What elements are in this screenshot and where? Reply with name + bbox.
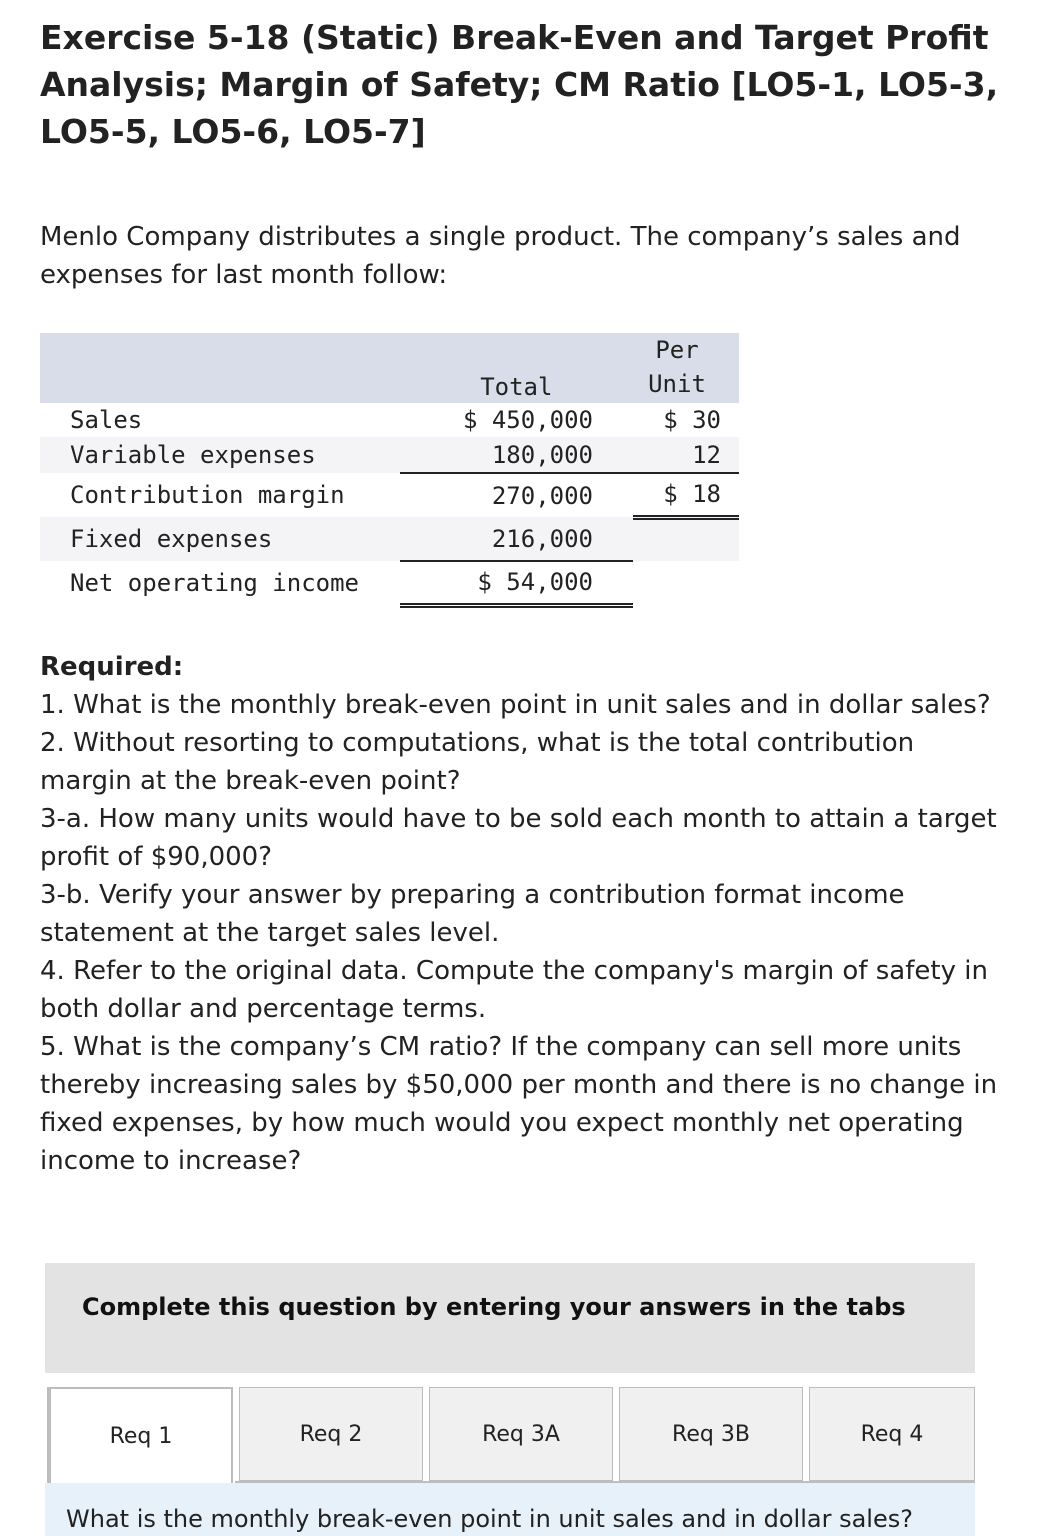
required-section — [40, 648, 1000, 1180]
row-label-noi: Net operating income — [70, 569, 359, 597]
row-unit-fixed — [633, 517, 739, 561]
row-total-noi: $ 54,000 — [400, 561, 633, 605]
header-per-unit — [633, 333, 739, 403]
table-row — [40, 473, 739, 517]
required-heading: Required: — [40, 652, 184, 682]
tab-req-4[interactable]: Req 4 — [809, 1387, 975, 1481]
row-total-cm: 270,000 — [491, 481, 593, 510]
required-item-4: 4. Refer to the original data. Compute the company's margin of safety in both dollar and percentage terms. — [40, 956, 988, 1024]
row-unit-noi — [633, 561, 739, 605]
question-prompt: What is the monthly break-even point in unit sales and in dollar sales? — [66, 1505, 913, 1533]
header-label — [40, 333, 400, 403]
row-label-variable: Variable expenses — [70, 441, 316, 469]
row-unit-cm: $ 18 — [633, 473, 739, 517]
row-total-fixed: 216,000 — [400, 517, 633, 561]
required-item-3a: 3-a. How many units would have to be sold each month to attain a target profit of $90,000? — [40, 804, 997, 872]
row-total-variable: 180,000 — [400, 437, 633, 473]
required-item-3b: 3-b. Verify your answer by preparing a contribution format income statement at the target sales level. — [40, 880, 905, 948]
table-row — [40, 517, 739, 561]
table-row — [40, 437, 739, 473]
row-label-sales: Sales — [70, 406, 143, 434]
header-per-unit-text: Per Unit — [648, 336, 706, 398]
required-item-1: 1. What is the monthly break-even point in unit sales and in dollar sales? — [40, 690, 991, 720]
row-total-sales: $ 450,000 — [462, 406, 593, 434]
row-unit-variable: 12 — [633, 437, 739, 473]
tab-req-3b[interactable]: Req 3B — [619, 1387, 803, 1481]
instruction-text: Complete this question by entering your answers in the tabs — [82, 1293, 906, 1321]
header-total: Total — [480, 373, 553, 401]
income-statement-table — [40, 333, 739, 608]
intro-text: Menlo Company distributes a single product. The company’s sales and expenses for last month follow: — [40, 222, 961, 290]
tab-req-3a[interactable]: Req 3A — [429, 1387, 613, 1481]
instruction-banner — [45, 1263, 975, 1373]
exercise-title: Exercise 5-18 (Static) Break-Even and Target Profit Analysis; Margin of Safety; CM Ratio [LO5-1, LO5-3, LO5-5, LO5-6, LO5-7] — [40, 18, 999, 151]
tab-req-1[interactable]: Req 1 — [49, 1387, 233, 1483]
tab-bar — [49, 1387, 975, 1483]
required-item-2: 2. Without resorting to computations, what is the total contribution margin at the break-even point? — [40, 728, 915, 796]
row-unit-sales: $ 30 — [663, 406, 721, 434]
table-header-row — [40, 333, 739, 403]
question-prompt-bar — [45, 1483, 975, 1536]
table-row — [40, 561, 739, 605]
tab-req-2[interactable]: Req 2 — [239, 1387, 423, 1481]
row-label-cm: Contribution margin — [70, 481, 345, 509]
table-row — [40, 403, 739, 437]
required-item-5: 5. What is the company’s CM ratio? If the company can sell more units thereby increasing sales by $50,000 per month and there is no change in fixed expenses, by how much would you expect monthly net operating income to increase? — [40, 1032, 998, 1176]
row-label-fixed: Fixed expenses — [70, 525, 273, 553]
